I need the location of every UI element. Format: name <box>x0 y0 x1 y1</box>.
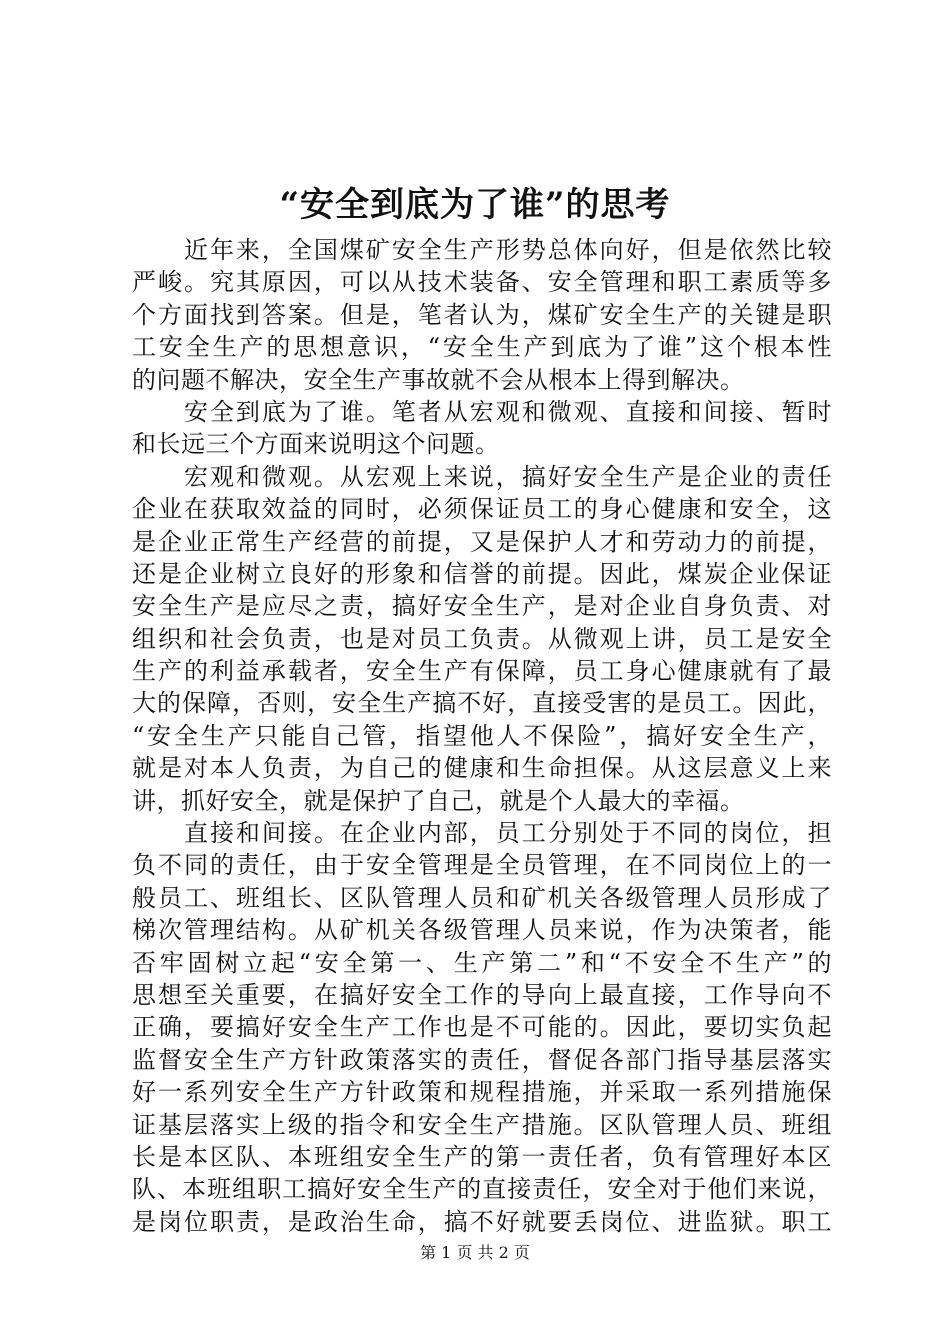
text-line: 思想至关重要，在搞好安全工作的导向上最直接，工作导向不 <box>132 980 832 1009</box>
text-line: 生产的利益承载者，安全生产有保障，员工身心健康就有了最 <box>132 657 832 686</box>
text-line: 队、本班组职工搞好安全生产的直接责任，安全对于他们来说， <box>132 1175 832 1204</box>
text-line: 安全生产是应尽之责，搞好安全生产，是对企业自身负责、对 <box>132 592 832 621</box>
text-line: 是岗位职责，是政治生命，搞不好就要丢岗位、进监狱。职工 <box>132 1207 832 1236</box>
text-line: 和长远三个方面来说明这个问题。 <box>132 430 500 459</box>
text-line: 证基层落实上级的指令和安全生产措施。区队管理人员、班组 <box>132 1110 832 1139</box>
document-title: “安全到底为了谁”的思考 <box>279 185 671 225</box>
text-line: 负不同的责任，由于安全管理是全员管理，在不同岗位上的一 <box>132 851 832 880</box>
text-line: 直接和间接。在企业内部，员工分别处于不同的岗位，担 <box>132 819 832 848</box>
text-line: 讲，抓好安全，就是保护了自己，就是个人最大的幸福。 <box>132 786 745 815</box>
text-line: 好一系列安全生产方针政策和规程措施，并采取一系列措施保 <box>132 1078 832 1107</box>
page-footer: 第 1 页 共 2 页 <box>420 1243 530 1262</box>
text-line: 宏观和微观。从宏观上来说，搞好安全生产是企业的责任 <box>132 462 832 491</box>
text-line: 的问题不解决，安全生产事故就不会从根本上得到解决。 <box>132 365 745 394</box>
text-line: 企业在获取效益的同时，必须保证员工的身心健康和安全，这 <box>132 495 832 524</box>
text-line: 工安全生产的思想意识，“安全生产到底为了谁”这个根本性 <box>132 333 832 362</box>
text-line: 大的保障，否则，安全生产搞不好，直接受害的是员工。因此， <box>132 689 832 718</box>
text-line: 就是对本人负责，为自己的健康和生命担保。从这层意义上来 <box>132 754 832 783</box>
text-line: 是企业正常生产经营的前提，又是保护人才和劳动力的前提， <box>132 527 832 556</box>
text-line: 个方面找到答案。但是，笔者认为，煤矿安全生产的关键是职 <box>132 300 832 329</box>
text-line: 近年来，全国煤矿安全生产形势总体向好，但是依然比较 <box>132 236 832 264</box>
text-line: 长是本区队、本班组安全生产的第一责任者，负有管理好本区 <box>132 1142 832 1171</box>
text-line: “安全生产只能自己管，指望他人不保险”，搞好安全生产， <box>132 721 832 750</box>
text-line: 梯次管理结构。从矿机关各级管理人员来说，作为决策者，能 <box>132 916 832 945</box>
text-line: 否牢固树立起“安全第一、生产第二”和“不安全不生产”的 <box>132 948 832 977</box>
text-line: 组织和社会负责，也是对员工负责。从微观上讲，员工是安全 <box>132 624 832 653</box>
text-line: 正确，要搞好安全生产工作也是不可能的。因此，要切实负起 <box>132 1013 832 1042</box>
text-line: 监督安全生产方针政策落实的责任，督促各部门指导基层落实 <box>132 1045 832 1074</box>
text-line: 还是企业树立良好的形象和信誉的前提。因此，煤炭企业保证 <box>132 559 832 588</box>
text-line: 安全到底为了谁。笔者从宏观和微观、直接和间接、暂时 <box>132 397 832 426</box>
document-body <box>132 234 832 1238</box>
text-line: 般员工、班组长、区队管理人员和矿机关各级管理人员形成了 <box>132 883 832 912</box>
text-line: 严峻。究其原因，可以从技术装备、安全管理和职工素质等多 <box>132 268 832 297</box>
